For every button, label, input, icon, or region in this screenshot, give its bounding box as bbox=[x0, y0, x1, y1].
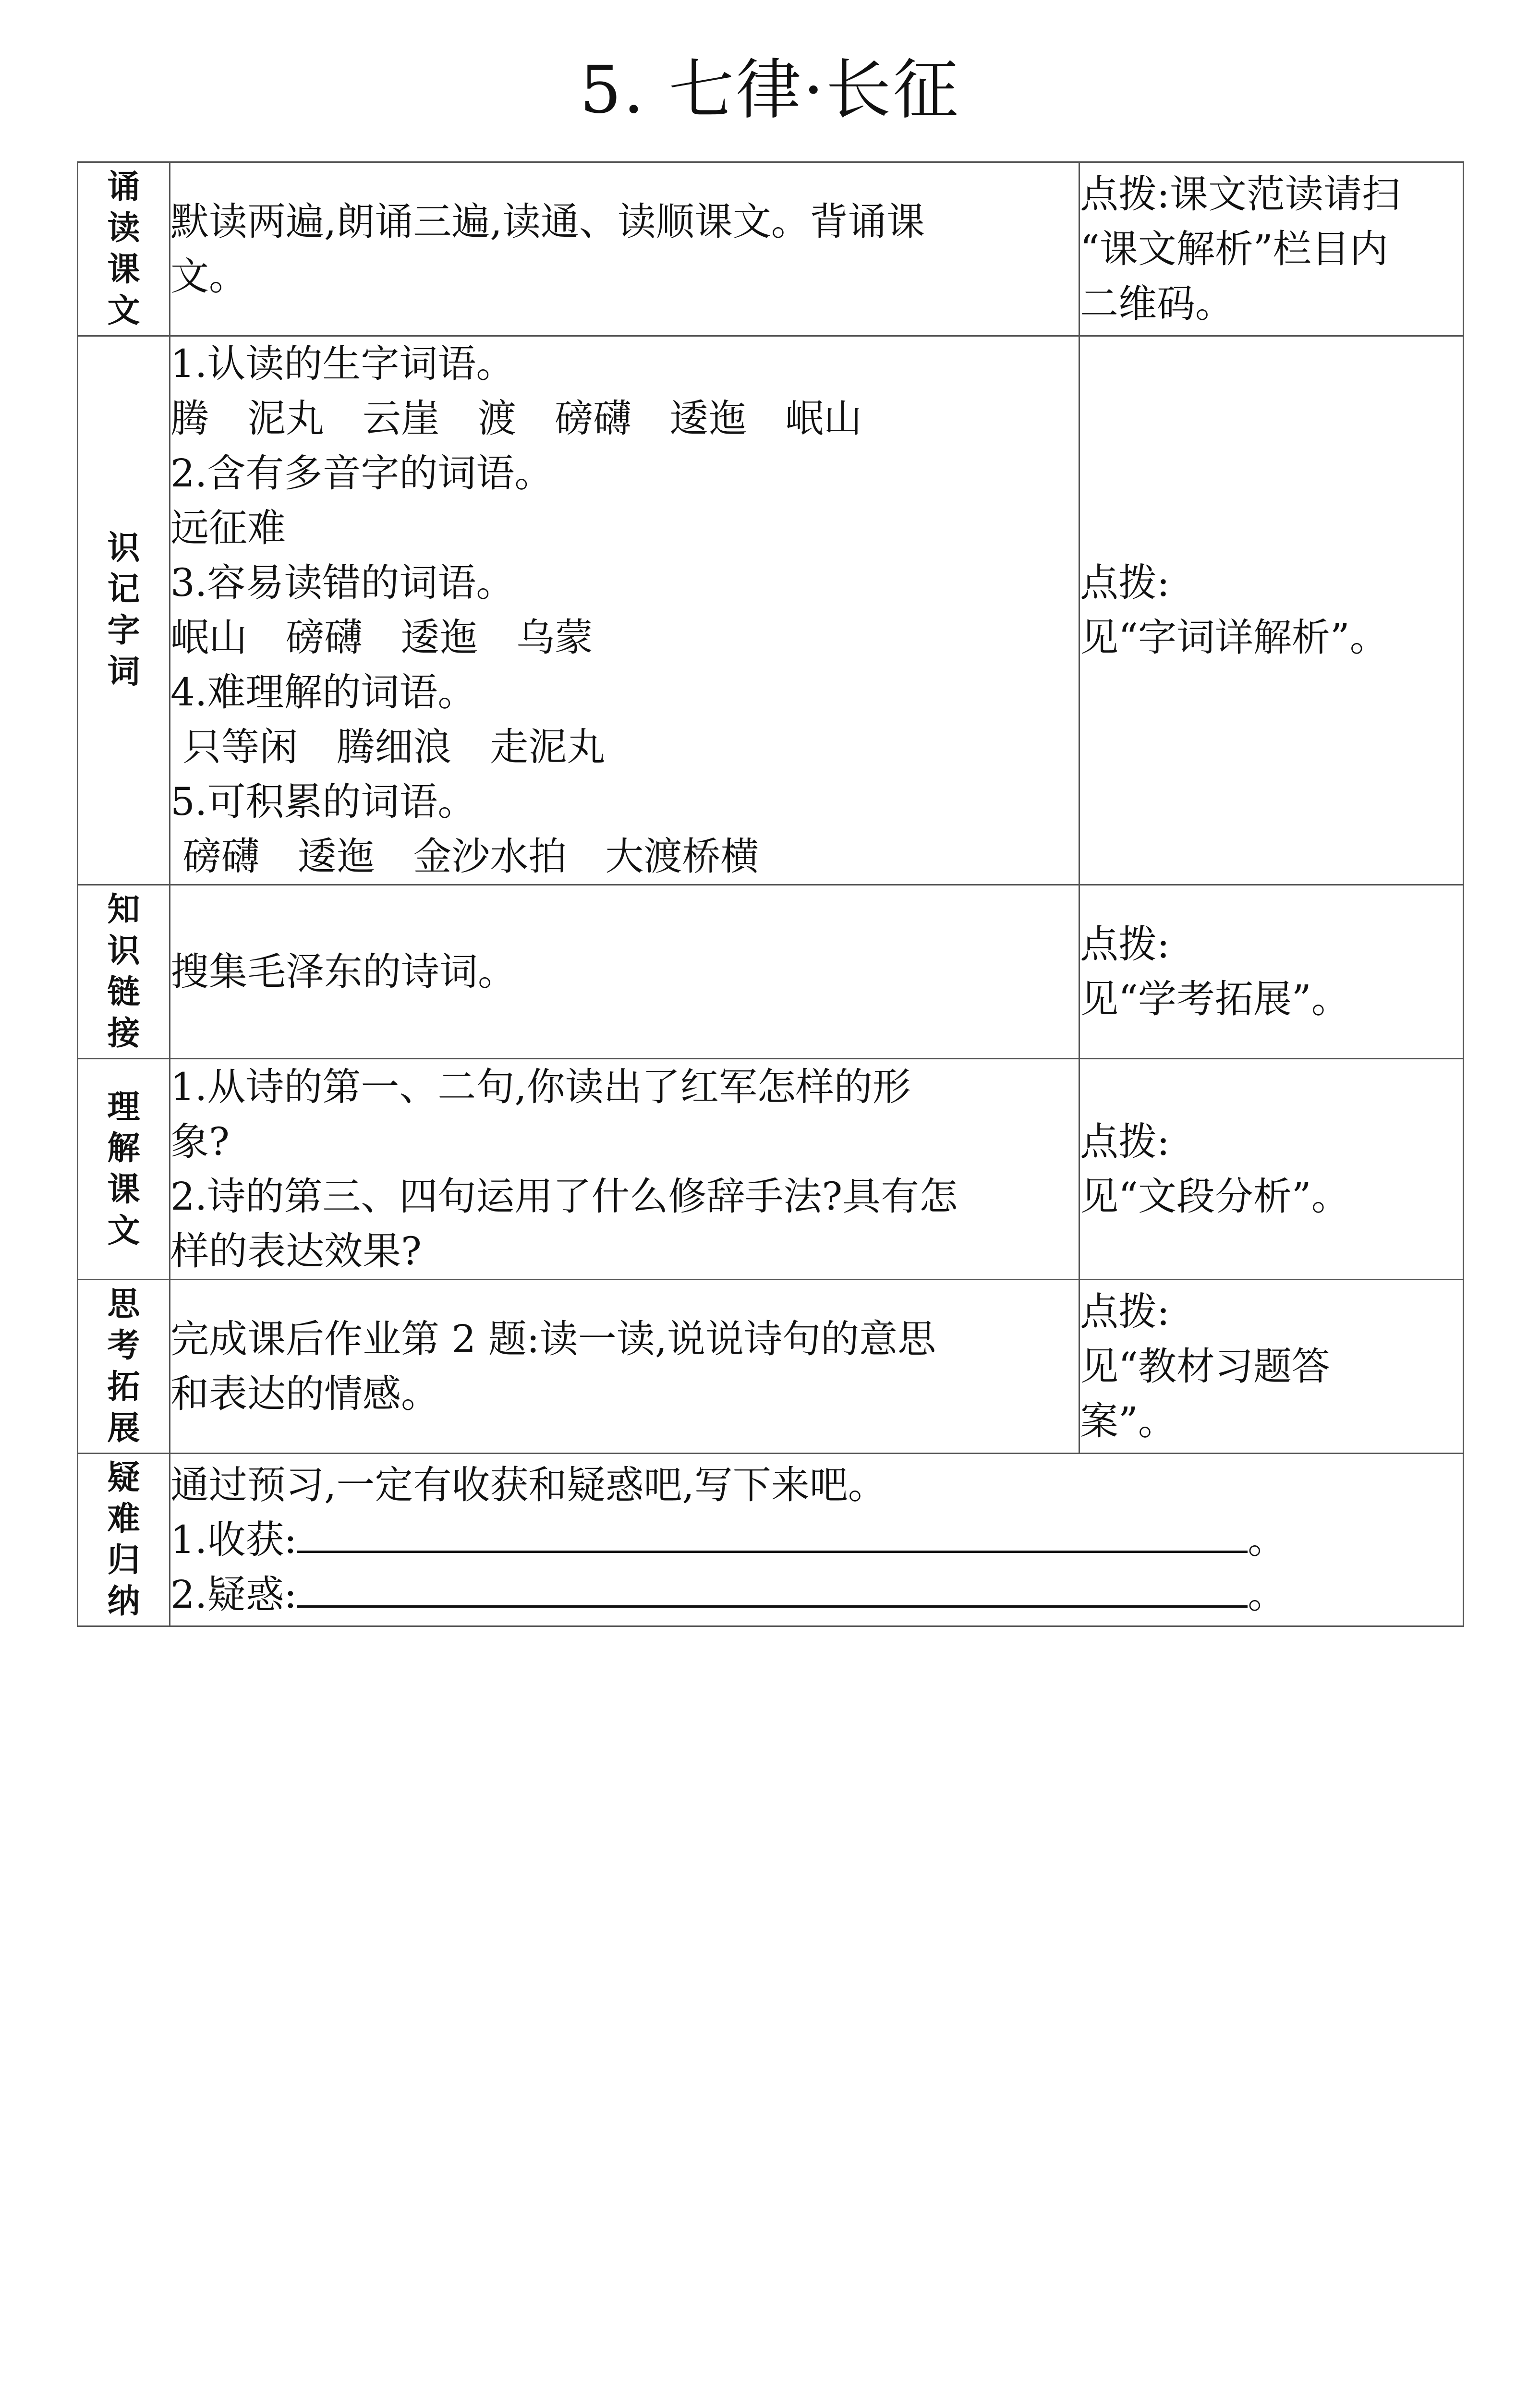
summary-intro: 通过预习,一定有收获和疑惑吧,写下来吧。 bbox=[170, 1462, 886, 1507]
table-row bbox=[78, 1454, 1464, 1626]
row-label: 知 识 链 接 bbox=[78, 885, 170, 1059]
gain-line: 1.收获: 。 bbox=[170, 1513, 1463, 1567]
row-content: 1.从诗的第一、二句,你读出了红军怎样的形 象? 2.诗的第三、四句运用了什么修辞手法?具有怎 样的表达效果? bbox=[170, 1059, 1079, 1280]
row-tip: 点拨: 见“学考拓展”。 bbox=[1079, 885, 1464, 1059]
doubt-input-blank[interactable] bbox=[297, 1571, 1248, 1608]
row-label: 思 考 拓 展 bbox=[78, 1280, 170, 1454]
table-row bbox=[78, 336, 1464, 885]
row-label: 识 记 字 词 bbox=[78, 336, 170, 885]
summary-content bbox=[170, 1454, 1464, 1626]
table-row bbox=[78, 885, 1464, 1059]
row-tip: 点拨: 见“文段分析”。 bbox=[1079, 1059, 1464, 1280]
row-label: 诵 读 课 文 bbox=[78, 162, 170, 336]
page-title: 5. 七律·长征 bbox=[580, 52, 960, 128]
row-tip: 点拨: 见“教材习题答 案”。 bbox=[1079, 1280, 1464, 1454]
row-label: 疑 难 归 纳 bbox=[78, 1454, 170, 1626]
table-row bbox=[78, 162, 1464, 336]
table-row bbox=[78, 1280, 1464, 1454]
row-content: 搜集毛泽东的诗词。 bbox=[170, 885, 1079, 1059]
row-tip: 点拨:课文范读请扫 “课文解析”栏目内 二维码。 bbox=[1079, 162, 1464, 336]
row-content: 完成课后作业第 2 题:读一读,说说诗句的意思 和表达的情感。 bbox=[170, 1280, 1079, 1454]
row-content: 默读两遍,朗诵三遍,读通、读顺课文。背诵课 文。 bbox=[170, 162, 1079, 336]
gain-input-blank[interactable] bbox=[297, 1516, 1248, 1553]
table-row bbox=[78, 1059, 1464, 1280]
doubt-line: 2.疑惑: 。 bbox=[170, 1567, 1463, 1622]
row-tip: 点拨: 见“字词详解析”。 bbox=[1079, 336, 1464, 885]
study-plan-table bbox=[77, 161, 1464, 1627]
row-content: 1.认读的生字词语。 腾 泥丸 云崖 渡 磅礴 逶迤 岷山 2.含有多音字的词语。 远征难 3.容易读错的词语。 岷山 磅礴 逶迤 乌蒙 4.难理解的词语。 只等闲 腾细浪 走泥丸 5.可积累的词语。 磅礴 逶迤 金沙水拍 大渡桥横 bbox=[170, 336, 1079, 885]
row-label: 理 解 课 文 bbox=[78, 1059, 170, 1280]
